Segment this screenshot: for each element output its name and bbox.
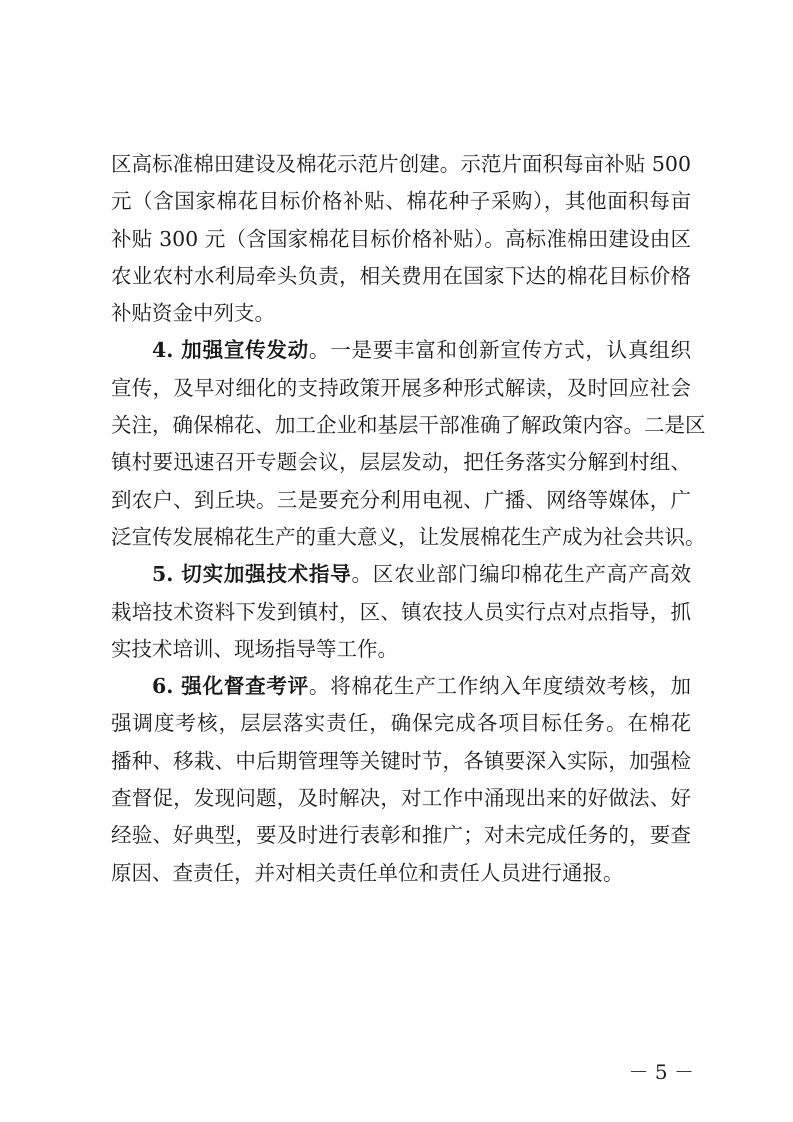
text-run: 。将棉花生产工作纳入年度绩效考核，加 (308, 674, 691, 699)
text-line: 强调度考核，层层落实责任，确保完成各项目标任务。在棉花 (111, 711, 691, 736)
text-line: 经验、好典型，要及时进行表彰和推广；对未完成任务的，要查 (111, 823, 691, 848)
text-line: 实技术培训、现场指导等工作。 (111, 636, 398, 661)
paragraph-1 (111, 146, 691, 332)
document-body (111, 146, 706, 892)
text-line: 播种、移栽、中后期管理等关键时节，各镇要深入实际，加强检 (111, 748, 691, 773)
section-heading: 6. 强化督查考评 (152, 674, 309, 699)
paragraph-4 (111, 668, 691, 892)
text-line: 宣传，及早对细化的支持政策开展多种形式解读，及时回应社会 (111, 375, 691, 400)
text-line: 区高标准棉田建设及棉花示范片创建。示范片面积每亩补贴 500 (111, 152, 691, 176)
section-heading: 5. 切实加强技术指导 (152, 562, 352, 587)
text-run: 。一是要丰富和创新宣传方式，认真组织 (308, 338, 691, 363)
text-line: 泛宣传发展棉花生产的重大意义，让发展棉花生产成为社会共识。 (111, 524, 706, 549)
text-line: 镇村要迅速召开专题会议，层层发动，把任务落实分解到村组、 (111, 450, 691, 475)
section-heading: 4. 加强宣传发动 (152, 338, 309, 363)
text-line (111, 332, 691, 369)
text-line: 到农户、到丘块。三是要充分利用电视、广播、网络等媒体，广 (111, 487, 691, 512)
text-line: 关注，确保棉花、加工企业和基层干部准确了解政策内容。二是区 (111, 413, 706, 438)
text-run: 。区农业部门编印棉花生产高产高效 (351, 562, 692, 587)
text-line: 原因、查责任，并对相关责任单位和责任人员进行通报。 (111, 860, 624, 885)
text-line: 农业农村水利局牵头负责，相关费用在国家下达的棉花目标价格 (111, 263, 691, 288)
paragraph-2 (111, 332, 706, 556)
text-line (111, 556, 691, 593)
text-line: 元（含国家棉花目标价格补贴、棉花种子采购），其他面积每亩 (111, 189, 691, 214)
text-line: 补贴资金中列支。 (111, 301, 275, 326)
paragraph-3 (111, 556, 691, 668)
text-line (111, 668, 691, 705)
text-line: 查督促，发现问题，及时解决，对工作中涌现出来的好做法、好 (111, 786, 691, 811)
text-line: 补贴 300 元（含国家棉花目标价格补贴）。高标准棉田建设由区 (111, 226, 691, 251)
page-number: － 5 － (628, 1060, 694, 1084)
text-line: 栽培技术资料下发到镇村，区、镇农技人员实行点对点指导，抓 (111, 599, 691, 624)
